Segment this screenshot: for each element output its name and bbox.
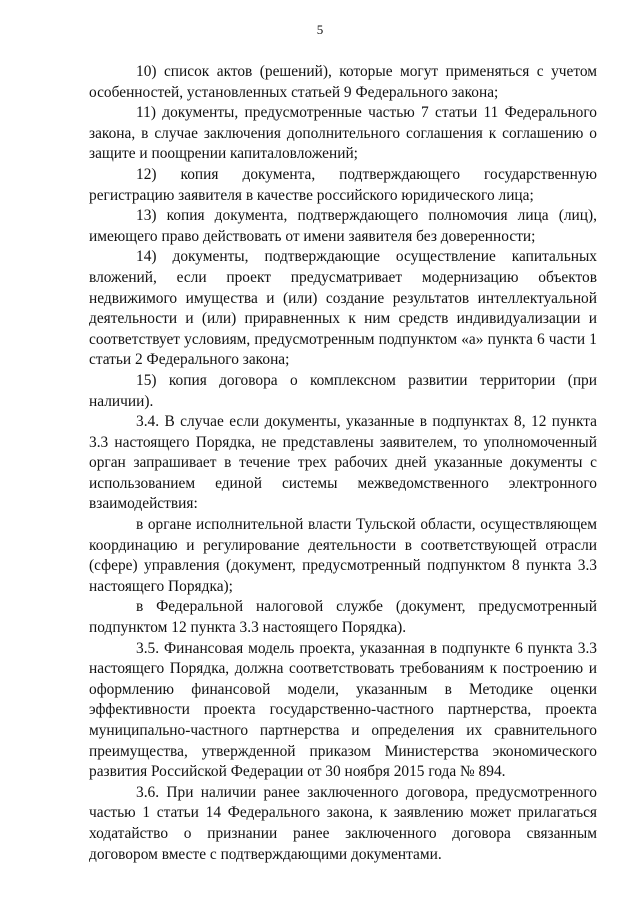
document-body xyxy=(89,62,597,865)
clause-3-6: 3.6. При наличии ранее заключенного договора, предусмотренного частью 1 статьи 14 Федерального закона, к заявлению может прилагаться ходатайство о признании ранее заключенного договора связанным договором вместе с подтверждающими документами. xyxy=(89,783,597,863)
list-item-12: 12) копия документа, подтверждающего государственную регистрацию заявителя в качестве российского юридического лица; xyxy=(89,165,597,204)
list-item-13: 13) копия документа, подтверждающего полномочия лица (лиц), имеющего право действовать от имени заявителя без доверенности; xyxy=(89,207,597,245)
clause-3-4-item-tax-service: в Федеральной налоговой службе (документ, предусмотренный подпунктом 12 пункта 3.3 настоящего Порядка). xyxy=(89,598,597,637)
list-item-11: 11) документы, предусмотренные частью 7 статьи 11 Федерального закона, в случае заключения дополнительного соглашения к соглашению о защите и поощрении капиталовложений; xyxy=(89,104,597,163)
list-item-10: 10) список актов (решений), которые могут применяться с учетом особенностей, установленных статьей 9 Федерального закона; xyxy=(89,63,597,101)
page-number: 5 xyxy=(316,22,324,37)
clause-3-4: 3.4. В случае если документы, указанные в подпунктах 8, 12 пункта 3.3 настоящего Порядка, не представлены заявителем, то уполномоченный орган запрашивает в течение трех рабочих дней указанные документы с использованием единой системы межведомственного электронного взаимодействия: xyxy=(89,413,597,513)
clause-3-5: 3.5. Финансовая модель проекта, указанная в подпункте 6 пункта 3.3 настоящего Порядка, должна соответствовать требованиям к построению и оформлению финансовой модели, указанным в Методике оценки эффективности проекта государственно-частного партнерства, проекта муниципально-частного партнерства и определения их сравнительного преимущества, утвержденной приказом Министерства экономического развития Российской Федерации от 30 ноября 2015 года № 894. xyxy=(89,639,597,781)
list-item-14: 14) документы, подтверждающие осуществление капитальных вложений, если проект предусматривает модернизацию объектов недвижимого имущества и (или) создание результатов интеллектуальной деятельности и (или) приравненных к ним средств индивидуализации и соответствует условиям, предусмотренным подпунктом «а» пункта 6 части 1 статьи 2 Федерального закона; xyxy=(89,248,597,369)
clause-3-4-item-regional-body: в органе исполнительной власти Тульской области, осуществляющем координацию и регулирование деятельности в соответствующей отрасли (сфере) управления (документ, предусмотренный подпунктом 8 пункта 3.3 настоящего Порядка); xyxy=(89,516,597,595)
list-item-15: 15) копия договора о комплексном развитии территории (при наличии). xyxy=(89,371,597,410)
